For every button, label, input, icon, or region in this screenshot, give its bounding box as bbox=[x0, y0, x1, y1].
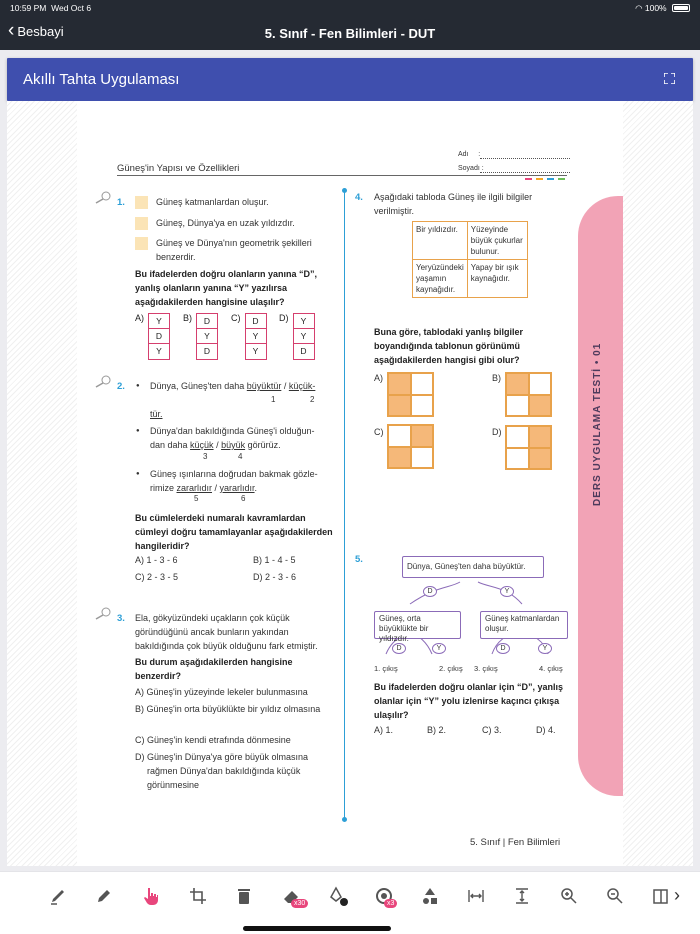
q4-option-d-grid[interactable] bbox=[505, 425, 552, 470]
fill-color-icon[interactable] bbox=[328, 886, 348, 906]
q4-cell: Yapay bir ışık kaynağıdır. bbox=[467, 260, 527, 298]
color-marks bbox=[525, 178, 565, 180]
q5-right-box: Güneş katmanlardan oluşur. bbox=[480, 611, 568, 639]
column-divider bbox=[344, 191, 345, 819]
q5-option-a[interactable]: A) 1. bbox=[374, 725, 394, 735]
q4-cell: Bir yıldızdır. bbox=[413, 222, 468, 260]
chevron-right-icon[interactable]: › bbox=[674, 885, 680, 905]
q5-left-y-circle: Y bbox=[432, 643, 446, 654]
q2-num-4: 4 bbox=[238, 452, 243, 461]
q4-option-b-grid[interactable] bbox=[505, 372, 552, 417]
grid-cell bbox=[529, 373, 552, 395]
answer-box[interactable] bbox=[135, 237, 148, 250]
worksheet-content bbox=[77, 101, 623, 866]
q2-num-3: 3 bbox=[203, 452, 208, 461]
bottom-toolbar bbox=[0, 871, 700, 934]
q2-num-6: 6 bbox=[241, 494, 246, 503]
marker-badge: x3 bbox=[384, 899, 397, 908]
magnifier-icon bbox=[95, 191, 111, 204]
grid-cell bbox=[388, 425, 411, 447]
q5-root-box: Dünya, Güneş'ten daha büyüktür. bbox=[402, 556, 544, 578]
q2-question: Bu cümlelerdeki numaralı kavramlardan cümleyi doğru tamamlayanlar aşağıdakilerden hangileridir? bbox=[135, 513, 333, 551]
q2-option-c[interactable]: C) 2 - 3 - 5 bbox=[135, 572, 179, 582]
grid-cell bbox=[506, 373, 529, 395]
q5-question: Bu ifadelerden doğru olanlar için “D”, yanlış olanlar için “Y” yolu izlenirse kaçıncı çıkışa ulaşılır? bbox=[374, 682, 564, 720]
status-indicators bbox=[635, 3, 690, 14]
q4-intro: Aşağıdaki tabloda Güneş ile ilgili bilgiler verilmiştir. bbox=[374, 192, 533, 216]
q2-num-2: 2 bbox=[310, 395, 315, 404]
pencil-icon[interactable] bbox=[94, 886, 114, 906]
q4-cell: Yeryüzündeki yaşamın kaynağıdır. bbox=[413, 260, 468, 298]
q5-exit-2: 2. çıkış bbox=[439, 664, 463, 673]
q4-table bbox=[412, 221, 528, 298]
grid-cell bbox=[506, 448, 529, 470]
q4-option-a-label[interactable]: A) bbox=[374, 373, 383, 383]
q4-option-c-label[interactable]: C) bbox=[374, 427, 384, 437]
q3-option-a[interactable]: A) Güneş'in yüzeyinde lekeler bulunmasına bbox=[135, 687, 308, 697]
q1-item-1: Güneş katmanlardan oluşur. bbox=[135, 195, 335, 209]
page-footer: 5. Sınıf | Fen Bilimleri bbox=[470, 837, 561, 848]
test-side-tab bbox=[578, 196, 623, 796]
q1-option-d[interactable]: D) Y Y D bbox=[279, 313, 315, 360]
app-title: Akıllı Tahta Uygulaması bbox=[23, 71, 180, 88]
q2-num-5: 5 bbox=[194, 494, 199, 503]
grid-cell bbox=[388, 373, 411, 395]
battery-icon bbox=[672, 4, 690, 12]
battery-percent: 100% bbox=[644, 3, 667, 13]
q4-option-a-grid[interactable] bbox=[387, 372, 434, 417]
q4-number: 4. bbox=[355, 192, 363, 203]
q5-d-circle: D bbox=[423, 586, 437, 597]
q2-bullet-1: ● Dünya, Güneş'ten daha büyüktür / küçük- bbox=[150, 379, 340, 393]
grid-cell bbox=[411, 425, 434, 447]
page-margin-right bbox=[623, 101, 693, 866]
app-header bbox=[7, 58, 693, 101]
q2-num-1: 1 bbox=[271, 395, 276, 404]
side-tab-text: DERS UYGULAMA TESTİ • 01 bbox=[592, 342, 603, 506]
q3-option-b[interactable]: B) Güneş'in orta büyüklükte bir yıldız olmasına bbox=[135, 704, 321, 714]
fit-width-icon[interactable] bbox=[466, 886, 486, 906]
q5-right-y-circle: Y bbox=[538, 643, 552, 654]
trash-icon[interactable] bbox=[234, 886, 254, 906]
fullscreen-icon[interactable] bbox=[664, 73, 675, 84]
q2-bullet-1-cont: tür. bbox=[150, 409, 163, 419]
q2-number: 2. bbox=[117, 381, 125, 392]
hand-pointer-icon[interactable] bbox=[141, 886, 161, 906]
grid-cell bbox=[411, 447, 434, 469]
highlighter-icon[interactable] bbox=[48, 886, 68, 906]
magnifier-icon bbox=[95, 375, 111, 388]
q5-number: 5. bbox=[355, 554, 363, 565]
q5-y-circle: Y bbox=[500, 586, 514, 597]
grid-cell bbox=[388, 395, 411, 417]
q5-exit-1: 1. çıkış bbox=[374, 664, 398, 673]
q5-left-box: Güneş, orta büyüklükte bir yıldızdır. bbox=[374, 611, 461, 639]
status-time: 10:59 PM Wed Oct 6 bbox=[10, 3, 92, 13]
q1-question: Bu ifadelerden doğru olanların yanına “D”, yanlış olanların yanına “Y” yazılırsa aşağıdakilerden hangisine ulaşılır? bbox=[135, 269, 318, 307]
header-rule bbox=[117, 175, 567, 176]
top-bar bbox=[0, 0, 700, 50]
chevron-left-icon: ‹ bbox=[8, 19, 15, 41]
q3-option-d[interactable]: D) Güneş'in Dünya'ya göre büyük olmasına rağmen Dünya'dan bakıldığında küçük görünmesine bbox=[135, 752, 309, 790]
book-title: Güneş'in Yapısı ve Özellikleri bbox=[117, 163, 240, 174]
q1-item-2: Güneş, Dünya'ya en uzak yıldızdır. bbox=[135, 216, 335, 230]
q3-intro: Ela, gökyüzündeki uçakların çok küçük göründüğünü ancak bunların yakından bakıldığında çok büyük olduğunu fark etmiştir. bbox=[135, 613, 318, 651]
q1-option-b[interactable]: B) D Y D bbox=[183, 313, 218, 360]
q2-bullet-2: ● Dünya'dan bakıldığında Güneş'i olduğun- dan daha küçük / büyük görürüz. bbox=[150, 424, 340, 452]
q2-bullet-3: ● Güneş ışınlarına doğrudan bakmak gözle- rimize zararlıdır / yararlıdır. bbox=[150, 467, 340, 495]
eraser-badge: x30 bbox=[291, 899, 308, 908]
q3-question: Bu durum aşağıdakilerden hangisine benzerdir? bbox=[135, 657, 293, 681]
grid-cell bbox=[506, 395, 529, 417]
q2-option-d[interactable]: D) 2 - 3 - 6 bbox=[253, 572, 297, 582]
q4-option-c-grid[interactable] bbox=[387, 424, 434, 469]
surname-line bbox=[480, 165, 570, 173]
name-line bbox=[480, 151, 570, 159]
q4-option-b-label[interactable]: B) bbox=[492, 373, 501, 383]
q5-right-d-circle: D bbox=[496, 643, 510, 654]
q4-cell: Yüzeyinde büyük çukurlar bulunur. bbox=[467, 222, 527, 260]
q5-exit-4: 4. çıkış bbox=[539, 664, 563, 673]
grid-cell bbox=[529, 426, 552, 448]
q1-option-c[interactable]: C) D Y Y bbox=[231, 313, 267, 360]
q3-number: 3. bbox=[117, 613, 125, 624]
crop-icon[interactable] bbox=[188, 886, 208, 906]
answer-box[interactable] bbox=[135, 217, 148, 230]
page-view-icon[interactable] bbox=[651, 886, 671, 906]
page-margin-left bbox=[7, 101, 77, 866]
zoom-out-icon[interactable] bbox=[605, 886, 625, 906]
fit-height-icon[interactable] bbox=[512, 886, 532, 906]
q5-exit-3: 3. çıkış bbox=[474, 664, 498, 673]
eraser-icon[interactable] bbox=[281, 886, 306, 907]
grid-cell bbox=[529, 448, 552, 470]
home-indicator bbox=[243, 926, 391, 931]
q5-option-b[interactable]: B) 2. bbox=[427, 725, 447, 735]
grid-cell bbox=[506, 426, 529, 448]
back-label: Besbayi bbox=[17, 24, 64, 39]
q1-item-3: Güneş ve Dünya'nın geometrik şekilleri benzerdir. bbox=[135, 236, 335, 264]
surname-label: Soyadı : bbox=[458, 165, 484, 172]
circle-marker-icon[interactable] bbox=[374, 886, 394, 906]
q5-option-d[interactable]: D) 4. bbox=[536, 725, 556, 735]
worksheet-page bbox=[7, 101, 693, 866]
q1-number: 1. bbox=[117, 197, 125, 208]
shapes-icon[interactable] bbox=[420, 886, 440, 906]
q2-option-b[interactable]: B) 1 - 4 - 5 bbox=[253, 555, 296, 565]
grid-cell bbox=[529, 395, 552, 417]
q5-left-d-circle: D bbox=[392, 643, 406, 654]
nav-title: 5. Sınıf - Fen Bilimleri - DUT bbox=[264, 26, 436, 41]
grid-cell bbox=[388, 447, 411, 469]
grid-cell bbox=[411, 395, 434, 417]
wifi-icon: ◠ bbox=[635, 3, 643, 13]
zoom-in-icon[interactable] bbox=[559, 886, 579, 906]
q3-option-c[interactable]: C) Güneş'in kendi etrafında dönmesine bbox=[135, 735, 291, 745]
grid-cell bbox=[411, 373, 434, 395]
magnifier-icon bbox=[95, 607, 111, 620]
q1-option-a[interactable]: A) Y D Y bbox=[135, 313, 170, 360]
q2-option-a[interactable]: A) 1 - 3 - 6 bbox=[135, 555, 178, 565]
q5-option-c[interactable]: C) 3. bbox=[482, 725, 502, 735]
answer-box[interactable] bbox=[135, 196, 148, 209]
name-label: Adı : bbox=[458, 151, 481, 158]
q4-question: Buna göre, tablodaki yanlış bilgiler boyandığında tablonun görünümü aşağıdakilerden hangisi gibi olur? bbox=[374, 327, 524, 365]
q4-option-d-label[interactable]: D) bbox=[492, 427, 502, 437]
